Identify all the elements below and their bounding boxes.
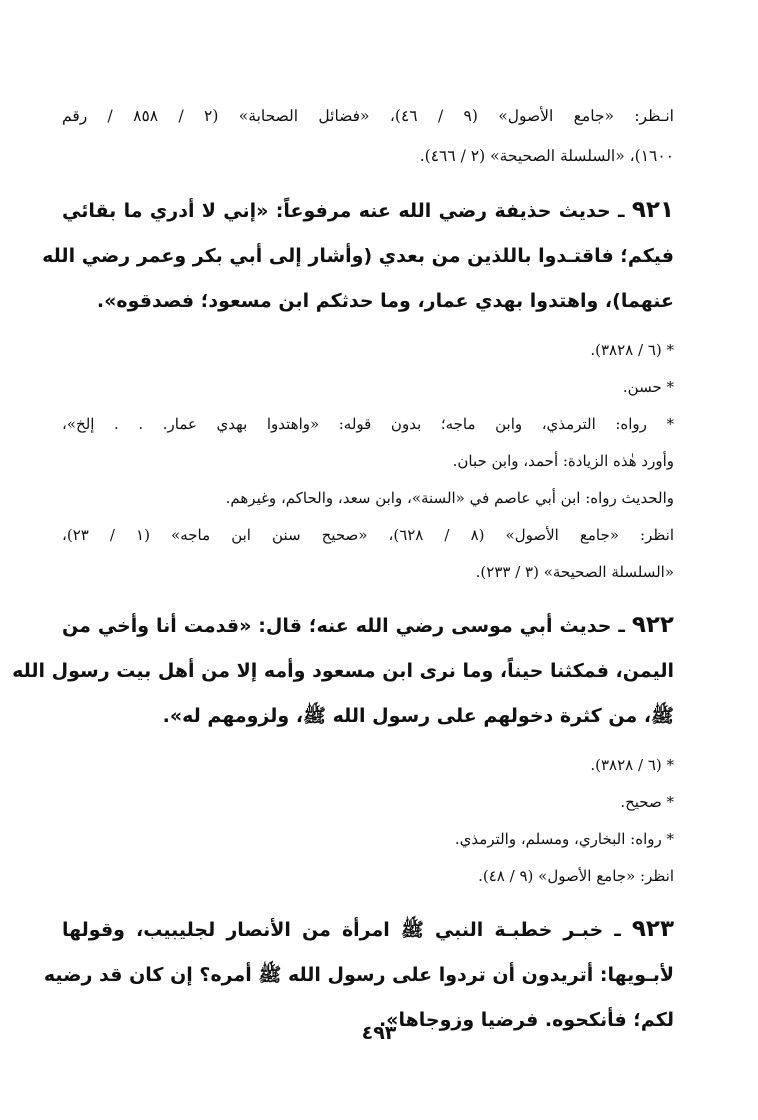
hadith-note: «السلسلة الصحيحة» (٣ / ٢٣٣).	[475, 563, 674, 581]
reference-block-top	[62, 96, 674, 176]
hadith-921	[42, 188, 674, 591]
hadith-note: وأورد هٰذه الزيادة: أحمد، وابن حبان.	[452, 452, 674, 470]
page-body	[12, 96, 674, 1043]
hadith-text-line: ٩٢٢ ـ حديث أبي موسى رضي الله عنه؛ قال: «قدمت أنا وأخي من	[62, 612, 674, 638]
hadith-text-line: ﷺ، من كثرة دخولهم على رسول الله ﷺ، ولزومهم له».	[162, 705, 674, 727]
hadith-note: والحديث رواه: ابن أبي عاصم في «السنة»، وابن سعد، والحاكم، وغيرهم.	[225, 489, 674, 507]
hadith-note: * صحيح.	[620, 793, 674, 811]
hadith-number: ٩٢٣	[631, 916, 674, 942]
page-number: ٤٩٣	[361, 1022, 397, 1044]
hadith-text-line: اليمن، فمكثنا حيناً، وما نرى ابن مسعود وأمه إلا من أهل بيت رسول الله	[12, 660, 674, 682]
hadith-text-line: فيكم؛ فاقتـدوا باللذين من بعدي (وأشار إلى أبي بكر وعمر رضي الله	[42, 245, 674, 267]
hadith-922	[12, 603, 674, 895]
reference-line: انـظر: «جامع الأصول» (٩ / ٤٦)، «فضائل الصحابة» (٢ / ٨٥٨ / رقم	[62, 107, 674, 125]
hadith-note: * (٦ / ٣٨٢٨).	[590, 341, 674, 359]
hadith-number: ٩٢١	[631, 197, 674, 223]
hadith-note: * رواه: البخاري، ومسلم، والترمذي.	[454, 830, 674, 848]
hadith-text-line: ٩٢١ ـ حديث حذيفة رضي الله عنه مرفوعاً: «إني لا أدري ما بقائي	[62, 197, 674, 223]
hadith-note: * حسن.	[622, 378, 674, 396]
hadith-text-line: ٩٢٣ ـ خبـر خطبـة النبي ﷺ امرأة من الأنصار لجليبيب، وقولها	[62, 916, 674, 942]
hadith-text-line: لأبـويها: أتريدون أن تردوا على رسول الله ﷺ أمره؟ إن كان قد رضيه	[43, 964, 674, 986]
hadith-note: انظر: «جامع الأصول» (٩ / ٤٨).	[478, 867, 674, 885]
reference-line: ١٦٠٠)، «السلسلة الصحيحة» (٢ / ٤٦٦).	[419, 147, 674, 165]
hadith-note: * (٦ / ٣٨٢٨).	[590, 756, 674, 774]
hadith-text-line: لكم؛ فأنكحوه. فرضيا وزوجاها».	[378, 1009, 674, 1031]
hadith-text-line: عنهما)، واهتدوا بهدي عمار، وما حدثكم ابن مسعود؛ فصدقوه».	[96, 290, 674, 312]
hadith-note: انظر: «جامع الأصول» (٨ / ٦٢٨)، «صحيح سنن ابن ماجه» (١ / ٢٣)،	[62, 526, 674, 544]
hadith-note: * رواه: الترمذي، وابن ماجه؛ بدون قوله: «واهتدوا بهدي عمار. . . إلخ»،	[62, 415, 674, 433]
hadith-number: ٩٢٢	[631, 612, 674, 638]
